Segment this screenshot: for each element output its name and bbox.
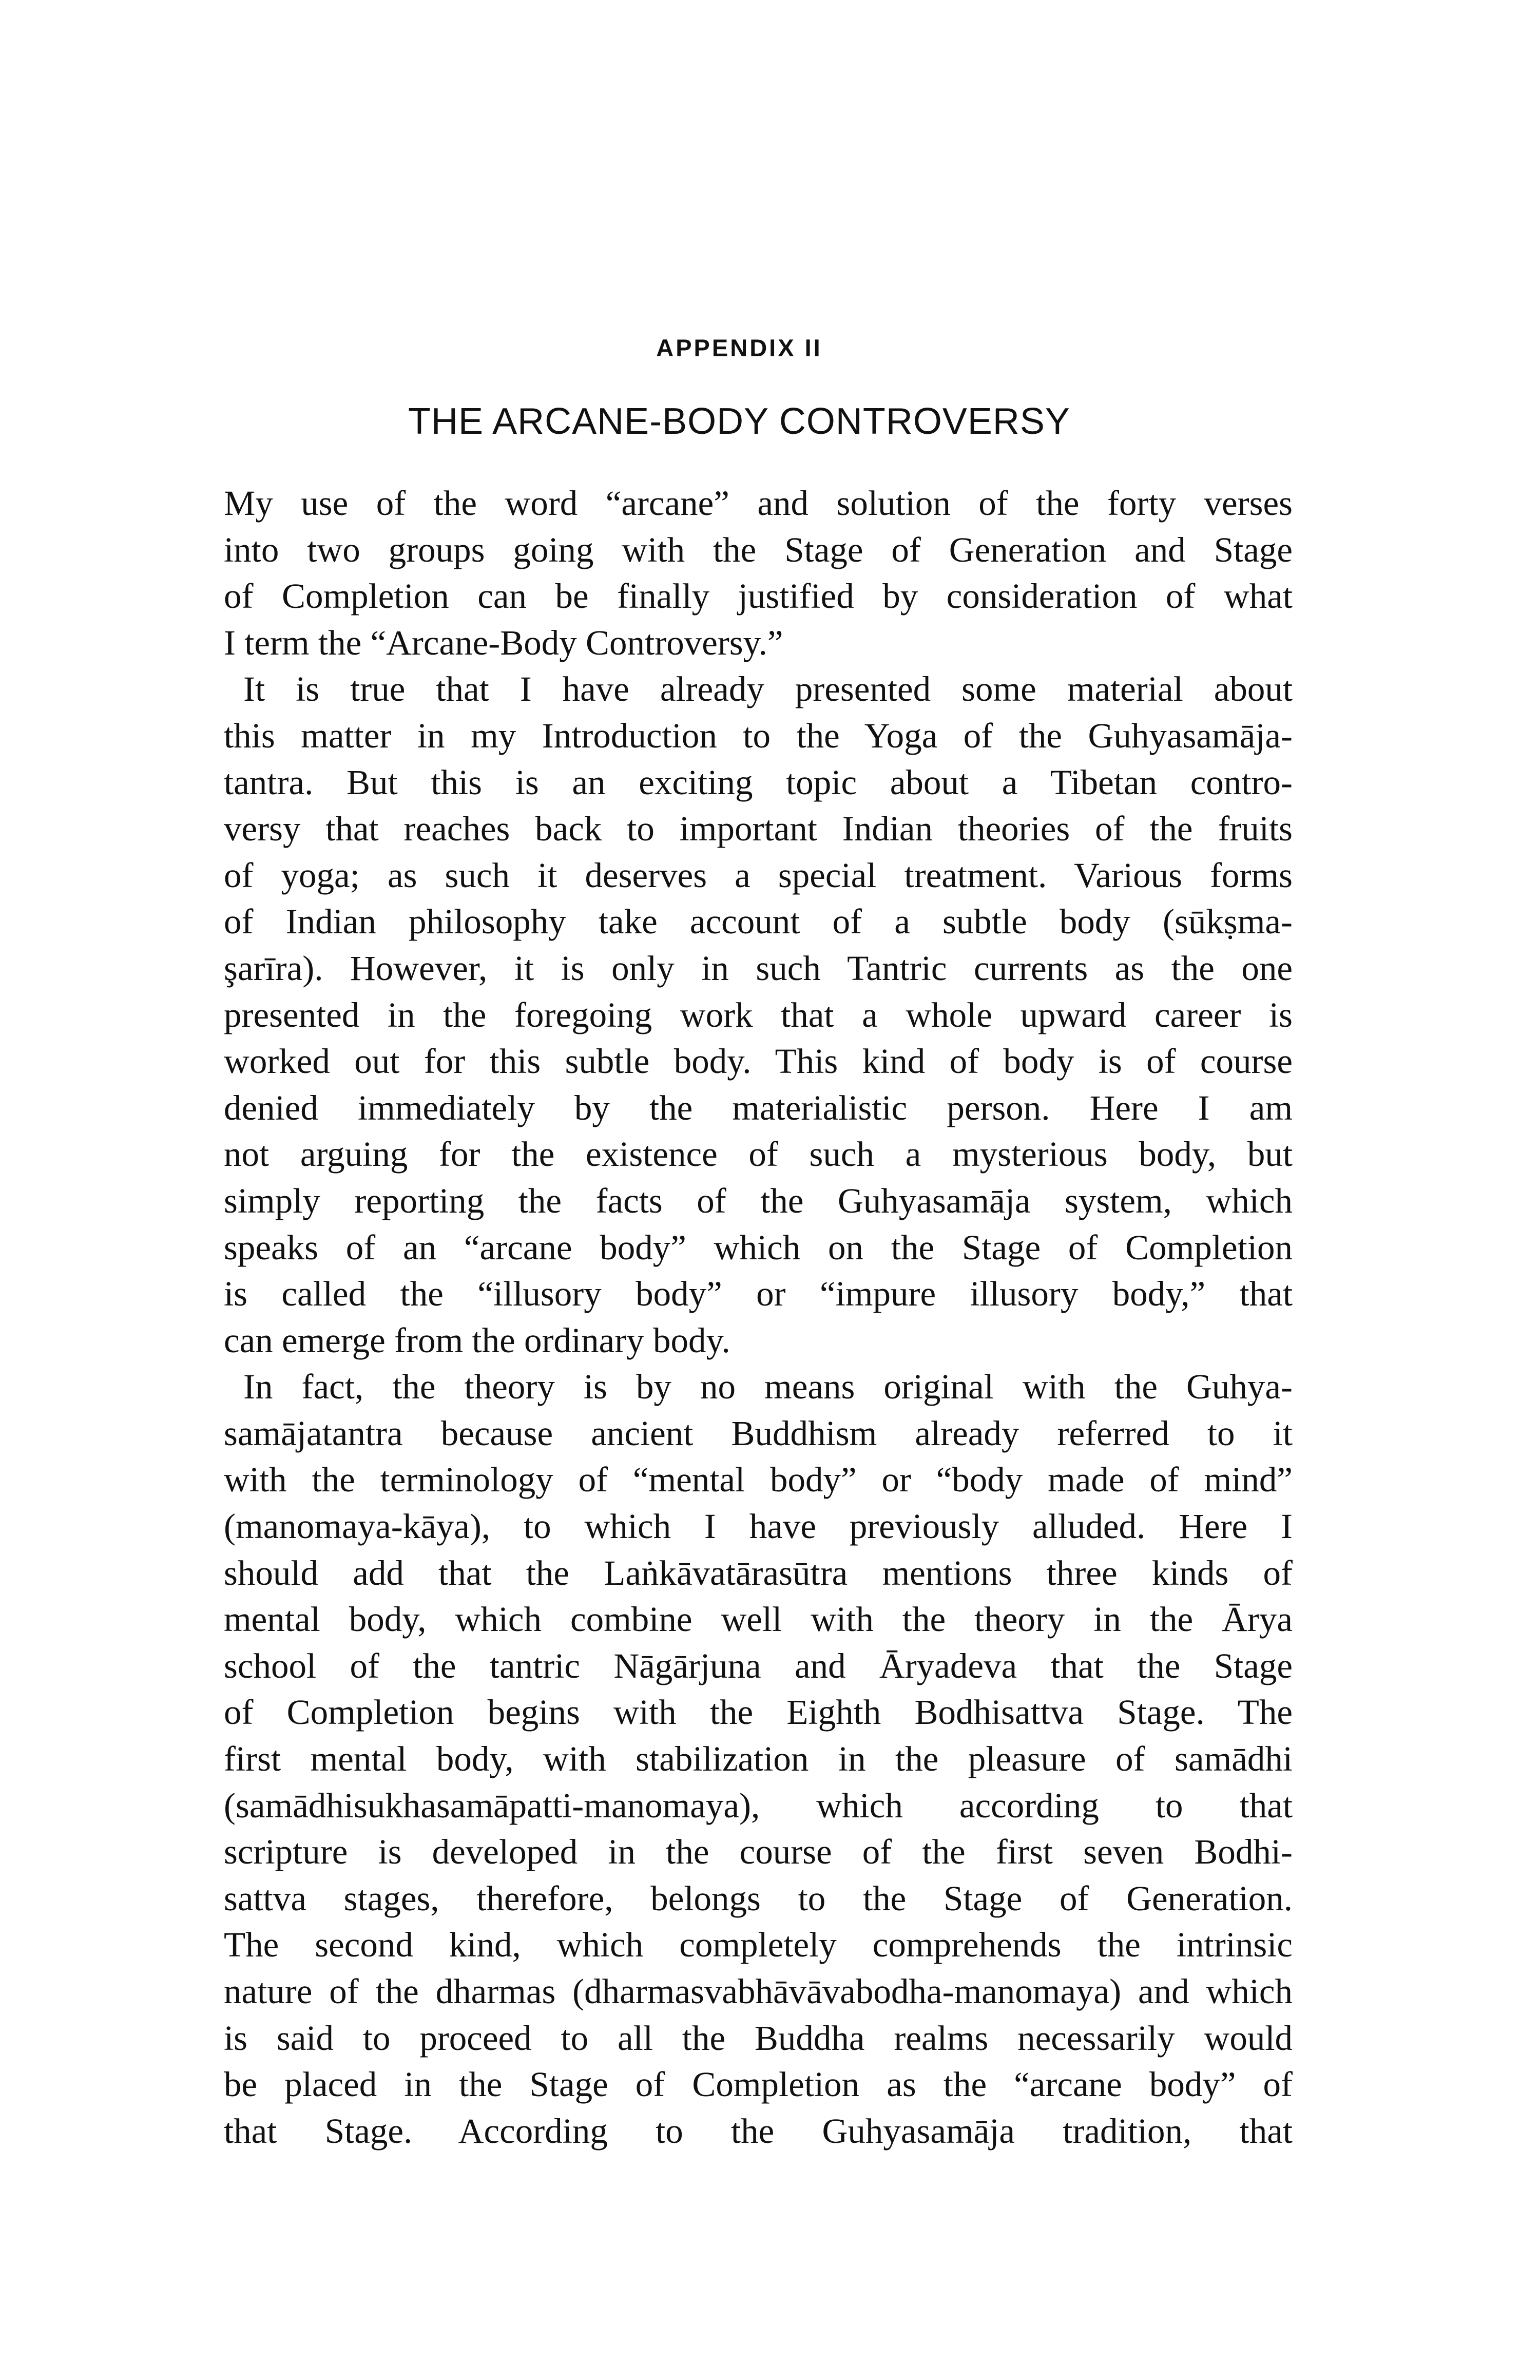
text-line: (manomaya-kāya), to which I have previously alluded. Here I	[224, 1507, 1293, 1546]
text-line: My use of the word “arcane” and solution of the forty verses	[224, 484, 1293, 523]
text-line: of Completion begins with the Eighth Bodhisattva Stage. The	[224, 1693, 1293, 1732]
text-line: The second kind, which completely comprehends the intrinsic	[224, 1925, 1293, 1965]
text-line: should add that the Laṅkāvatārasūtra mentions three kinds of	[224, 1553, 1293, 1592]
appendix-label: APPENDIX II	[656, 334, 822, 361]
text-line: denied immediately by the materialistic person. Here I am	[224, 1088, 1293, 1127]
text-line: is called the “illusory body” or “impure illusory body,” that	[224, 1274, 1293, 1314]
text-line: be placed in the Stage of Completion as the “arcane body” of	[224, 2065, 1293, 2104]
text-line: first mental body, with stabilization in the pleasure of samādhi	[224, 1739, 1293, 1779]
text-line: In fact, the theory is by no means original with the Guhya-	[243, 1367, 1293, 1407]
text-line: this matter in my Introduction to the Yoga of the Guhyasamāja-	[224, 716, 1293, 755]
text-line: not arguing for the existence of such a mysterious body, but	[224, 1135, 1293, 1174]
text-line: presented in the foregoing work that a whole upward career is	[224, 995, 1293, 1034]
body-text	[224, 480, 1293, 2154]
text-line: mental body, which combine well with the theory in the Ārya	[224, 1600, 1293, 1639]
text-line: school of the tantric Nāgārjuna and Āryadeva that the Stage	[224, 1646, 1293, 1685]
text-line: of Completion can be finally justified by consideration of what	[224, 577, 1293, 616]
text-line: speaks of an “arcane body” which on the Stage of Completion	[224, 1227, 1293, 1267]
text-line: can emerge from the ordinary body.	[224, 1320, 730, 1360]
text-line: I term the “Arcane-Body Controversy.”	[224, 623, 783, 662]
text-line: worked out for this subtle body. This kind of body is of course	[224, 1042, 1293, 1081]
text-line: of yoga; as such it deserves a special treatment. Various forms	[224, 855, 1293, 895]
text-line: that Stage. According to the Guhyasamāja tradition, that	[224, 2111, 1293, 2151]
text-line: is said to proceed to all the Buddha realms necessarily would	[224, 2018, 1293, 2058]
text-line: with the terminology of “mental body” or “body made of mind”	[224, 1460, 1293, 1500]
text-line: simply reporting the facts of the Guhyasamāja system, which	[224, 1181, 1293, 1220]
text-line: It is true that I have already presented some material about	[243, 669, 1293, 709]
text-line: sattva stages, therefore, belongs to the Stage of Generation.	[224, 1878, 1293, 1918]
text-line: (samādhisukhasamāpatti-manomaya), which according to that	[224, 1786, 1293, 1825]
text-line: into two groups going with the Stage of Generation and Stage	[224, 530, 1293, 569]
text-line: of Indian philosophy take account of a subtle body (sūkṣma-	[224, 902, 1293, 942]
text-line: nature of the dharmas (dharmasvabhāvāvabodha-manomaya) and which	[224, 1972, 1293, 2011]
text-line: tantra. But this is an exciting topic about a Tibetan contro-	[224, 762, 1293, 802]
text-line: samājatantra because ancient Buddhism already referred to it	[224, 1413, 1293, 1453]
text-line: versy that reaches back to important Indian theories of the fruits	[224, 809, 1293, 849]
text-line: şarīra). However, it is only in such Tantric currents as the one	[224, 948, 1293, 988]
chapter-title: THE ARCANE-BODY CONTROVERSY	[408, 401, 1070, 442]
text-line: scripture is developed in the course of the first seven Bodhi-	[224, 1832, 1293, 1872]
